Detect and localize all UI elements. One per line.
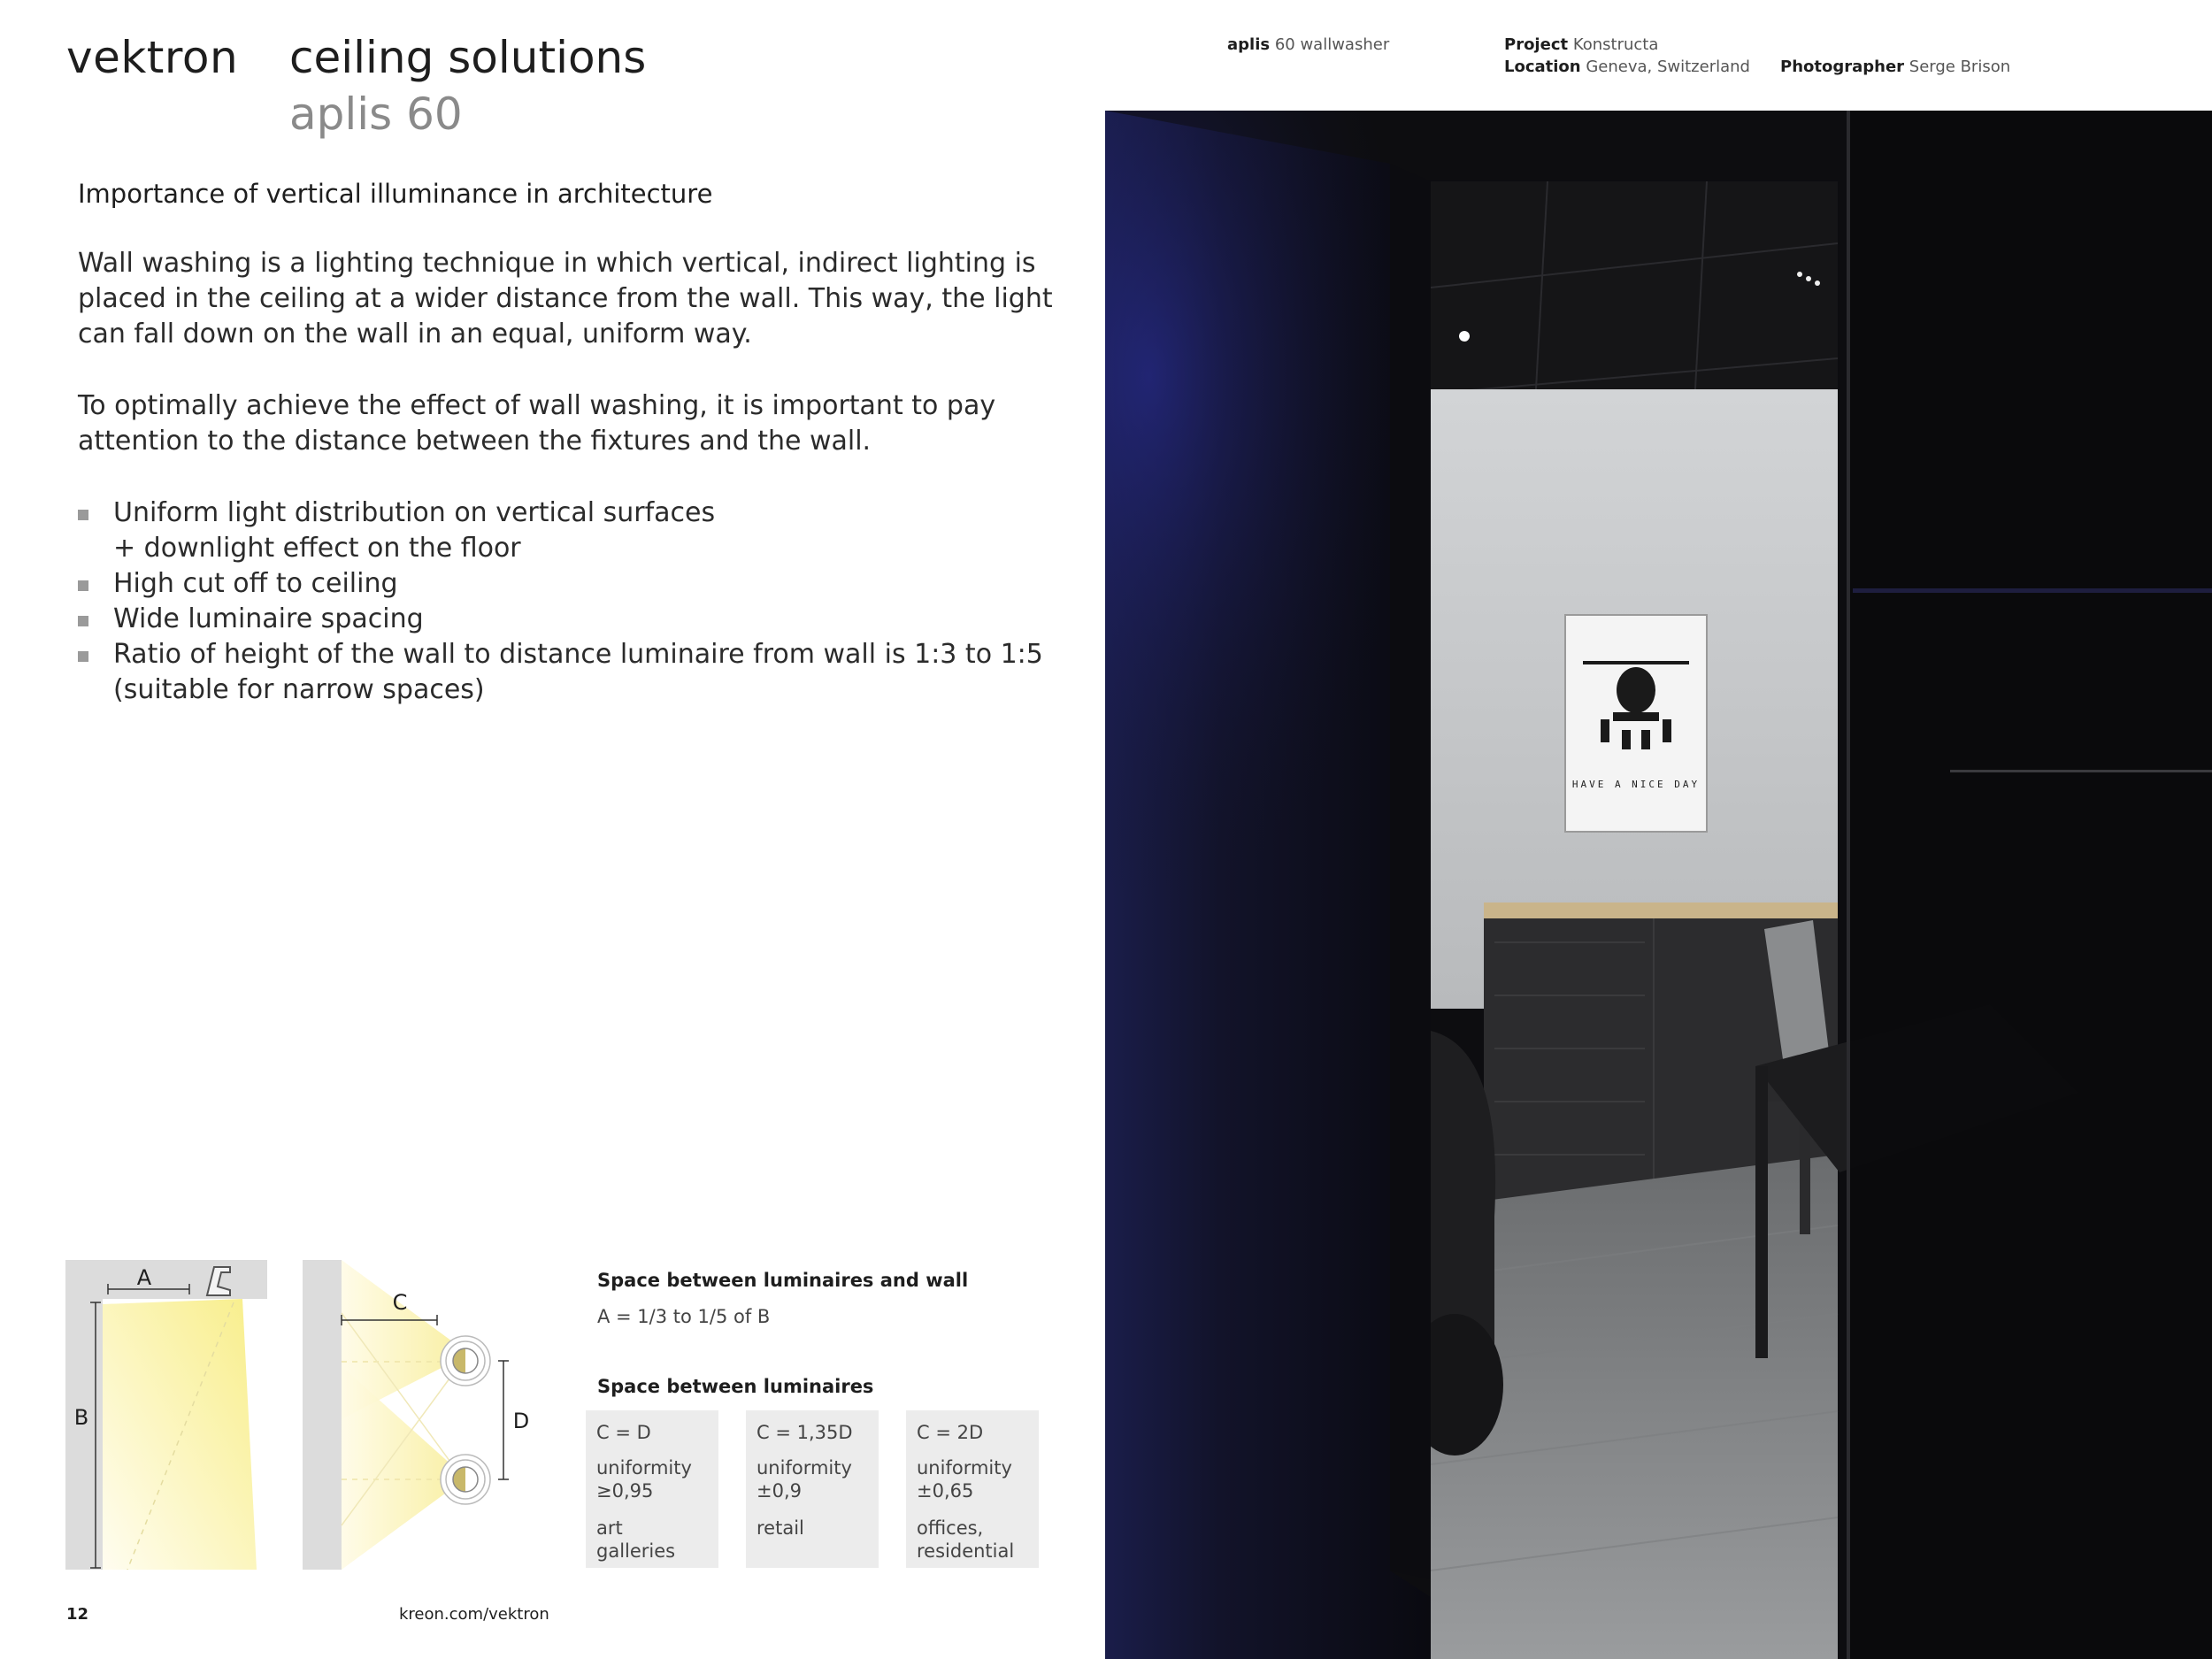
luminaire-bottom-icon (441, 1455, 490, 1504)
list-item-text: Ratio of height of the wall to distance luminaire from wall is 1:3 to 1:5 (suitable for narrow spaces) (113, 639, 1043, 705)
paragraph-distance: To optimally achieve the effect of wall washing, it is important to pay attention to the distance between the fixtures and the wall. (78, 390, 996, 457)
project-caption (1504, 35, 1658, 54)
product-name: aplis (1227, 35, 1271, 54)
list-item-text: Uniform light distribution on vertical surfaces + downlight effect on the floor (113, 497, 716, 564)
box-uniformity: uniformity ±0,65 (917, 1457, 1012, 1502)
location-label: Location (1504, 58, 1581, 76)
box-ratio: C = 2D (917, 1422, 984, 1443)
section-diagram (65, 1260, 267, 1570)
box-ratio: C = 1,35D (757, 1422, 853, 1443)
plan-wall-shape (303, 1260, 342, 1570)
list-item (78, 637, 1069, 708)
section-heading: Importance of vertical illuminance in architecture (78, 179, 713, 209)
poster-text: HAVE A NICE DAY (1571, 779, 1701, 790)
photographer-caption (1780, 58, 2010, 76)
photographer-value: Serge Brison (1909, 58, 2011, 76)
spacing-box-retail (746, 1410, 879, 1568)
brand-logo: vektron (66, 32, 239, 83)
project-value: Konstructa (1572, 35, 1659, 54)
spacing-box-galleries (586, 1410, 718, 1568)
product-caption (1227, 35, 1389, 54)
interior-photo (1105, 111, 2212, 1659)
box-use: art galleries (596, 1517, 676, 1562)
interior-photo-illustration (1105, 111, 2212, 1659)
label-b: B (73, 1405, 89, 1430)
spacing-box-offices (906, 1410, 1039, 1568)
label-c: C (392, 1290, 408, 1315)
photographer-label: Photographer (1780, 58, 1905, 76)
luminaire-top-icon (441, 1336, 490, 1386)
list-item-text: High cut off to ceiling (113, 568, 398, 599)
location-value: Geneva, Switzerland (1586, 58, 1750, 76)
light-beam-shape (103, 1299, 257, 1570)
box-use: retail (757, 1517, 804, 1539)
page-title: ceiling solutions (289, 32, 647, 83)
page-number: 12 (66, 1605, 89, 1624)
bullet-square-icon (78, 651, 88, 662)
luminaire-spacing-heading: Space between luminaires (597, 1376, 874, 1397)
box-ratio: C = D (596, 1422, 651, 1443)
feature-list (78, 495, 1069, 708)
list-item (78, 602, 1069, 637)
page-subtitle: aplis 60 (289, 88, 463, 140)
plan-diagram (303, 1260, 529, 1570)
product-rest: 60 wallwasher (1274, 35, 1390, 54)
wall-spacing-rule: A = 1/3 to 1/5 of B (597, 1306, 771, 1327)
poster-frame (1565, 615, 1707, 832)
glass-door-shape (1847, 111, 2212, 1659)
project-label: Project (1504, 35, 1569, 54)
list-item-text: Wide luminaire spacing (113, 603, 424, 634)
list-item (78, 566, 1069, 602)
label-d: D (512, 1409, 530, 1433)
bullet-square-icon (78, 510, 88, 520)
bullet-square-icon (78, 616, 88, 626)
box-uniformity: uniformity ±0,9 (757, 1457, 852, 1502)
wall-spacing-heading: Space between luminaires and wall (597, 1270, 969, 1291)
location-caption (1504, 58, 1750, 76)
label-a: A (136, 1265, 152, 1290)
paragraph-wall-washing: Wall washing is a lighting technique in which vertical, indirect lighting is placed in the ceiling at a wider distance from the wall. This way, the light can fall down on the wall in an equal, uniform way. (78, 248, 1053, 349)
box-use: offices, residential (917, 1517, 1015, 1562)
footer-url[interactable]: kreon.com/vektron (399, 1605, 549, 1624)
list-item (78, 495, 1069, 566)
wallwash-diagrams (65, 1260, 561, 1575)
box-uniformity: uniformity ≥0,95 (596, 1457, 692, 1502)
bullet-square-icon (78, 580, 88, 591)
